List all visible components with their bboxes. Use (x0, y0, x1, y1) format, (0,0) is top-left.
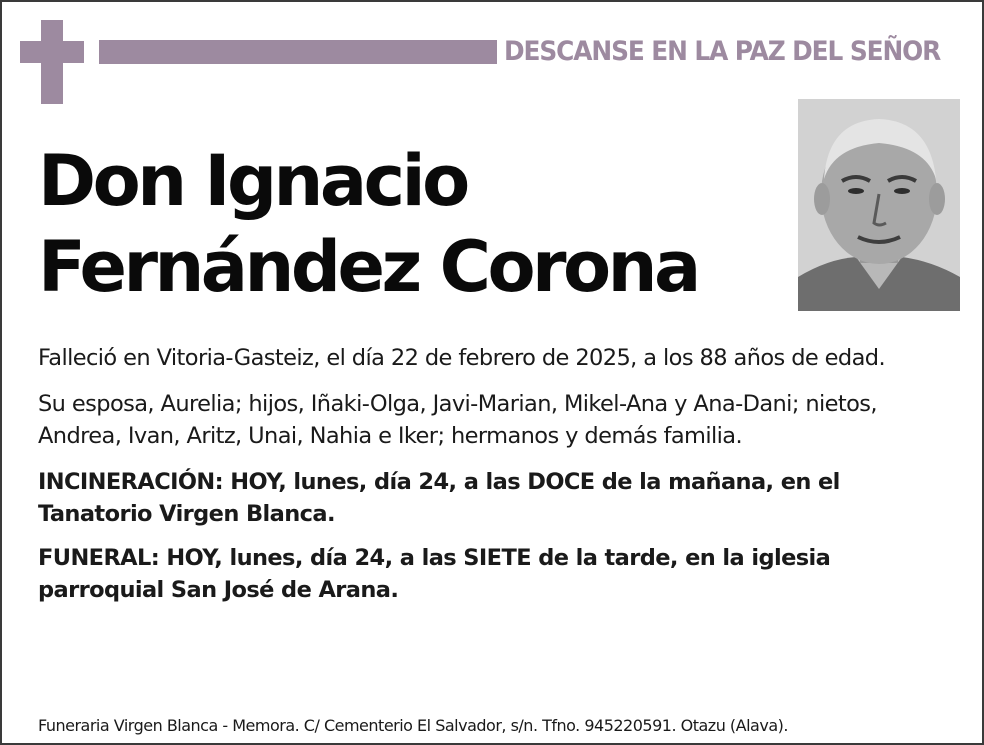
funeral-home-footer: Funeraria Virgen Blanca - Memora. C/ Cementerio El Salvador, s/n. Tfno. 945220591. Otazu (Alava). (38, 716, 788, 735)
deceased-name (38, 138, 778, 310)
name-line-2: Fernández Corona (38, 226, 698, 308)
obituary-body (38, 342, 958, 618)
family-list: Su esposa, Aurelia; hijos, Iñaki-Olga, Javi-Marian, Mikel-Ana y Ana-Dani; nietos, Andrea, Ivan, Aritz, Unai, Nahia e Iker; hermanos y demás familia. (38, 391, 877, 449)
header-title: DESCANSE EN LA PAZ DEL SEÑOR (504, 36, 941, 67)
funeral-notice: FUNERAL: HOY, lunes, día 24, a las SIETE de la tarde, en la iglesia parroquial San José de Arana. (38, 545, 831, 603)
header-bar (99, 40, 497, 64)
name-line-1: Don Ignacio (38, 140, 467, 222)
cremation-notice: INCINERACIÓN: HOY, lunes, día 24, a las DOCE de la mañana, en el Tanatorio Virgen Blanca. (38, 469, 840, 527)
death-notice: Falleció en Vitoria-Gasteiz, el día 22 de febrero de 2025, a los 88 años de edad. (38, 345, 886, 371)
cross-icon (20, 20, 84, 104)
portrait-photo (798, 99, 960, 311)
